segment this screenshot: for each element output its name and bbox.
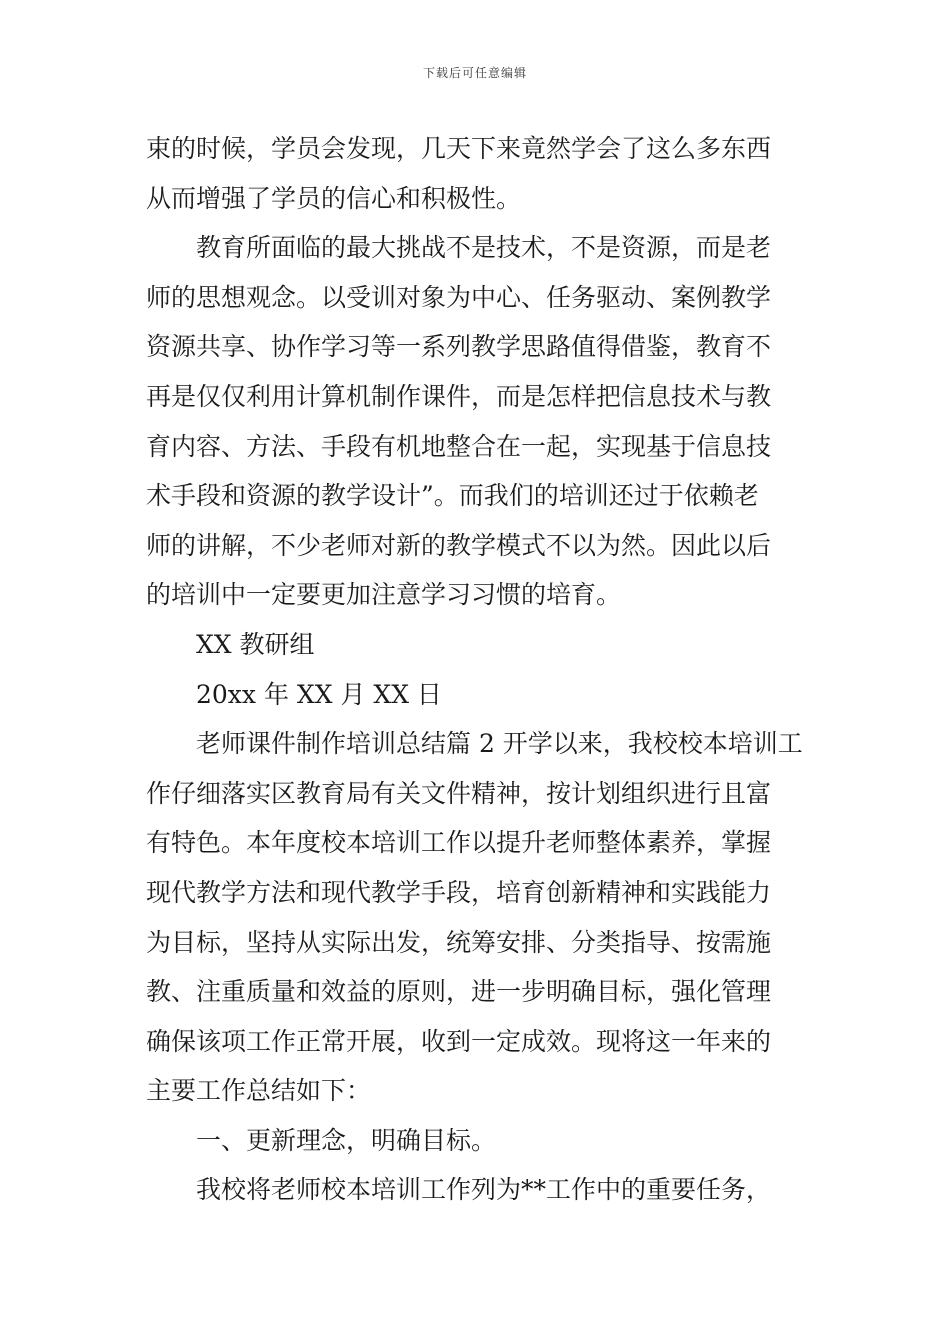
text-line: 教育所面临的最大挑战不是技术，不是资源，而是老 <box>196 233 772 263</box>
document-body <box>146 124 806 1215</box>
text-line: 束的时候，学员会发现，几天下来竟然学会了这么多东西 <box>146 134 772 163</box>
text-line: 为目标，坚持从实际出发，统筹安排、分类指导、按需施 <box>146 927 772 957</box>
text-line: 确保该项工作正常开展，收到一定成效。现将这一年来的 <box>146 1026 772 1056</box>
section-heading: 一、更新理念，明确目标。 <box>196 1125 497 1155</box>
text-line: 再是仅仅利用计算机制作课件，而是怎样把信息技术与教 <box>146 381 772 411</box>
text-line: 主要工作总结如下： <box>146 1076 372 1106</box>
text-line: 我校将老师校本培训工作列为**工作中的重要任务， <box>196 1175 772 1205</box>
text-line: 师的讲解，不少老师对新的教学模式不以为然。因此以后 <box>146 530 772 560</box>
text-line: 有特色。本年度校本培训工作以提升老师整体素养，掌握 <box>146 828 772 858</box>
text-line: 老师课件制作培训总结篇 2 开学以来，我校校本培训工 <box>196 729 803 759</box>
text-line: 现代教学方法和现代教学手段，培育创新精神和实践能力 <box>146 877 772 907</box>
text-line: 资源共享、协作学习等一系列教学思路值得借鉴，教育不 <box>146 332 772 362</box>
text-line: 作仔细落实区教育局有关文件精神，按计划组织进行且富 <box>146 778 772 808</box>
signature-date: 20xx 年 XX 月 XX 日 <box>196 679 442 709</box>
text-line: 师的思想观念。以受训对象为中心、任务驱动、案例教学 <box>146 282 772 312</box>
text-line: 从而增强了学员的信心和积极性。 <box>146 183 522 213</box>
text-line: 术手段和资源的教学设计”。而我们的培训还过于依赖老 <box>146 481 759 511</box>
page-header: 下载后可任意编辑 <box>422 66 527 80</box>
signature-org: XX 教研组 <box>196 629 315 659</box>
text-line: 的培训中一定要更加注意学习习惯的培育。 <box>146 580 622 610</box>
text-line: 育内容、方法、手段有机地整合在一起，实现基于信息技 <box>146 431 772 461</box>
text-line: 教、注重质量和效益的原则，进一步明确目标，强化管理 <box>146 977 772 1007</box>
